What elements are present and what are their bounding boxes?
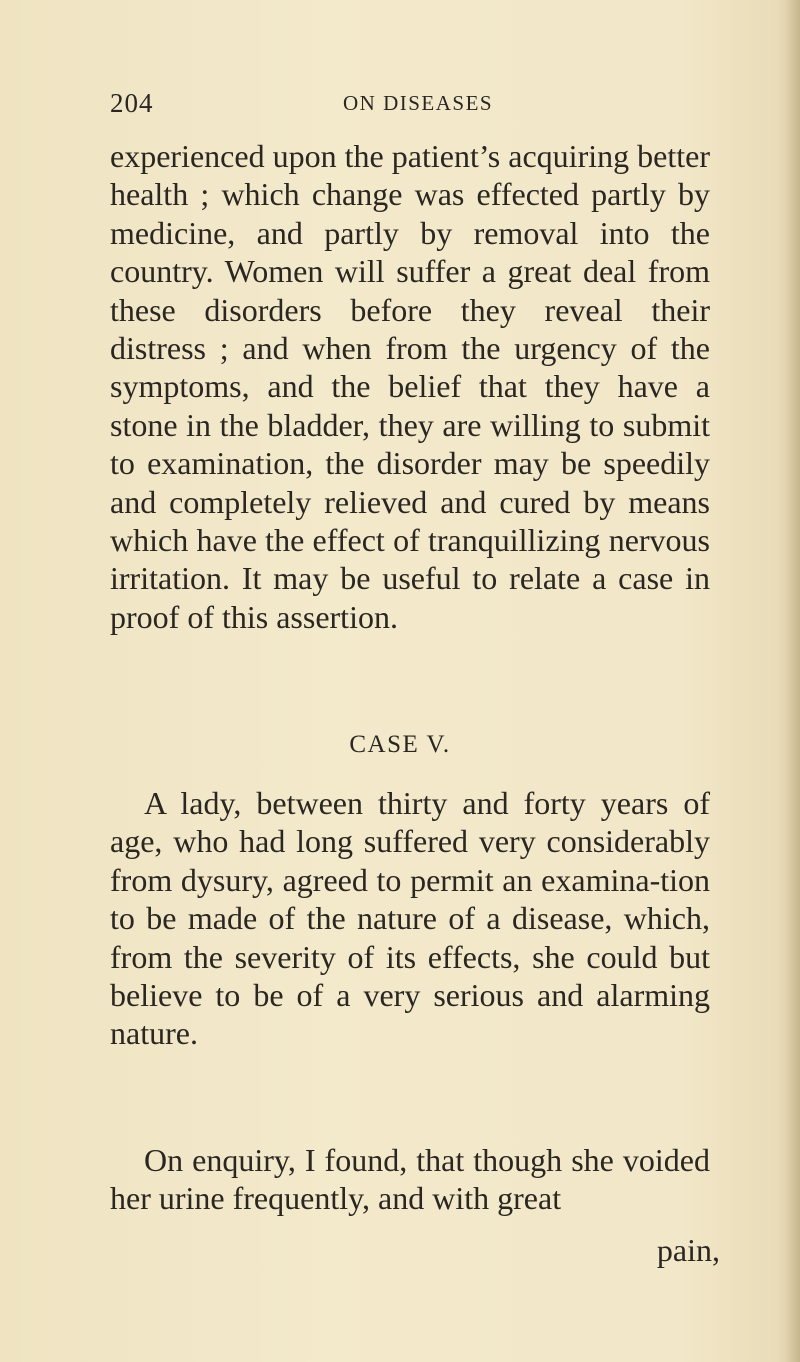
paragraph-2: A lady, between thirty and forty years of age, who had long suffered very considerably from dysury, agreed to permit an examina-tion to be made of the nature of a disease, which, from the severity of its effects, she could but believe to be of a very serious and alarming nature.	[110, 785, 710, 1052]
page-header	[110, 88, 710, 128]
paragraph-1: experienced upon the patient’s acquiring better health ; which change was effected partly by medicine, and partly by removal into the country. Women will suffer a great deal from these disorders before they reveal their distress ; and when from the urgency of the symptoms, and the belief that they have a stone in the bladder, they are willing to submit to examination, the disorder may be speedily and completely relieved and cured by means which have the effect of tranquillizing nervous irritation. It may be useful to relate a case in proof of this assertion.	[110, 138, 710, 635]
paragraph-3: On enquiry, I found, that though she voided her urine frequently, and with great	[110, 1142, 710, 1217]
catchword: pain,	[656, 1232, 720, 1268]
page-edge-shadow	[786, 0, 800, 1362]
running-head: ON DISEASES	[343, 91, 494, 115]
page-number: 204	[110, 88, 154, 118]
case-heading: CASE V.	[349, 731, 451, 758]
